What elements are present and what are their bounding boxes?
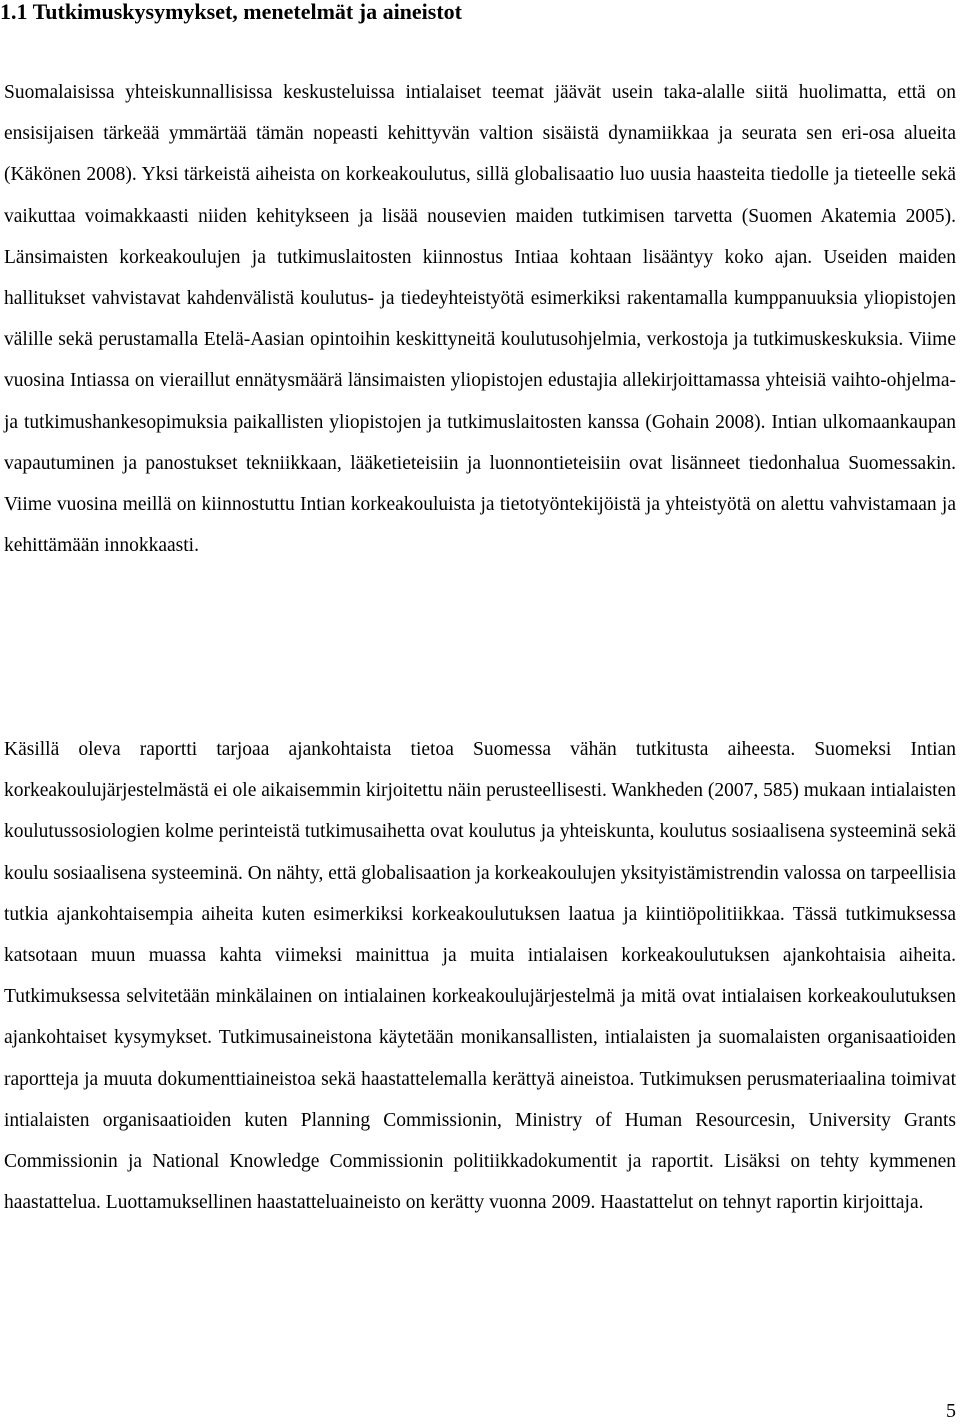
- page-number: 5: [946, 1400, 956, 1422]
- section-heading: 1.1 Tutkimuskysymykset, menetelmät ja aineistot: [0, 0, 463, 24]
- body-paragraph-1: Suomalaisissa yhteiskunnallisissa keskusteluissa intialaiset teemat jäävät usein taka-alalle siitä huolimatta, että on ensisijaisen tärkeää ymmärtää tämän nopeasti kehittyvän valtion sisäistä dynamiikkaa ja seurata sen eri-osa alueita (Käkönen 2008). Yksi tärkeistä aiheista on korkeakoulutus, sillä globalisaatio luo uusia haasteita tiedolle ja tieteelle sekä vaikuttaa voimakkaasti niiden kehitykseen ja lisää nousevien maiden tutkimisen tarvetta (Suomen Akatemia 2005). Länsimaisten korkeakoulujen ja tutkimuslaitosten kiinnostus Intiaa kohtaan lisääntyy koko ajan. Useiden maiden hallitukset vahvistavat kahdenvälistä koulutus- ja tiedeyhteistyötä esimerkiksi rakentamalla kumppanuuksia yliopistojen välille sekä perustamalla Etelä-Aasian opintoihin keskittyneitä koulutusohjelmia, verkostoja ja tutkimuskeskuksia. Viime vuosina Intiassa on vieraillut ennätysmäärä länsimaisten yliopistojen edustajia allekirjoittamassa yhteisiä vaihto-ohjelma- ja tutkimushankesopimuksia paikallisten yliopistojen ja tutkimuslaitosten kanssa (Gohain 2008). Intian ulkomaankaupan vapautuminen ja panostukset tekniikkaan, lääketieteisiin ja luonnontieteisiin ovat lisänneet tiedonhalua Suomessakin. Viime vuosina meillä on kiinnostuttu Intian korkeakouluista ja tietotyöntekijöistä ja yhteistyötä on alettu vahvistamaan ja kehittämään innokkaasti.: [4, 82, 956, 557]
- body-paragraph-2: Käsillä oleva raportti tarjoaa ajankohtaista tietoa Suomessa vähän tutkitusta aiheesta. Suomeksi Intian korkeakoulujärjestelmästä ei ole aikaisemmin kirjoitettu näin perusteellisesti. Wankheden (2007, 585) mukaan intialaisten koulutussosiologien kolme perinteistä tutkimusaihetta ovat koulutus ja yhteiskunta, koulutus sosiaalisena systeeminä sekä koulu sosiaalisena systeeminä. On nähty, että globalisaation ja korkeakoulujen yksityistämistrendin valossa on tarpeellisia tutkia ajankohtaisempia aiheita kuten esimerkiksi korkeakoulutuksen laatua ja kiintiöpolitiikkaa. Tässä tutkimuksessa katsotaan muun muassa kahta viimeksi mainittua ja muita intialaisen korkeakoulutuksen ajankohtaisia aiheita. Tutkimuksessa selvitetään minkälainen on intialainen korkeakoulujärjestelmä ja mitä ovat intialaisen korkeakoulutuksen ajankohtaiset kysymykset. Tutkimusaineistona käytetään monikansallisten, intialaisten ja suomalaisten organisaatioiden raportteja ja muuta dokumenttiaineistoa sekä haastattelemalla kerättyä aineistoa. Tutkimuksen perusmateriaalina toimivat intialaisten organisaatioiden kuten Planning Commissionin, Ministry of Human Resourcesin, University Grants Commissionin ja National Knowledge Commissionin politiikkadokumentit ja raportit. Lisäksi on tehty kymmenen haastattelua. Luottamuksellinen haastatteluaineisto on kerätty vuonna 2009. Haastattelut on tehnyt raportin kirjoittaja.: [4, 739, 956, 1214]
